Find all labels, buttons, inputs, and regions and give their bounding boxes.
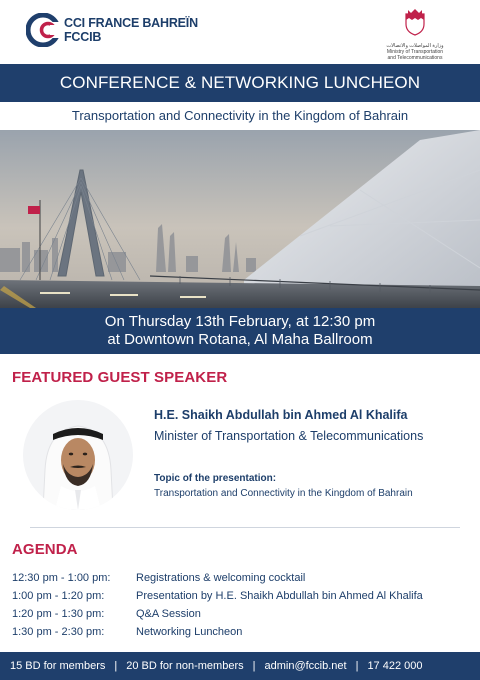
agenda-item (12, 606, 472, 624)
footer-separator: | (252, 660, 256, 672)
speaker-name: H.E. Shaikh Abdullah bin Ahmed Al Khalifa (154, 408, 408, 422)
agenda-activity: Q&A Session (136, 608, 201, 620)
org-abbr: FCCIB (64, 30, 102, 44)
contact-email[interactable]: admin@fccib.net (264, 660, 347, 672)
speaker-role: Minister of Transportation & Telecommunications (154, 429, 424, 443)
bahrain-emblem-icon (403, 8, 427, 36)
footer-separator: | (114, 660, 118, 672)
ministry-english: Ministry of Transportation and Telecommunications (386, 49, 444, 61)
org-name: CCI FRANCE BAHREÏN (64, 16, 198, 30)
agenda-activity: Networking Luncheon (136, 626, 243, 638)
agenda-section-title: AGENDA (12, 541, 78, 558)
event-when-where (0, 308, 480, 354)
agenda-time: 1:20 pm - 1:30 pm: (12, 608, 105, 620)
agenda-time: 12:30 pm - 1:00 pm: (12, 572, 111, 584)
event-date: On Thursday 13th February, at 12:30 pm (104, 313, 376, 330)
agenda-time: 1:30 pm - 2:30 pm: (12, 626, 105, 638)
agenda-list (12, 570, 472, 642)
agenda-item (12, 588, 472, 606)
agenda-time: 1:00 pm - 1:20 pm: (12, 590, 105, 602)
speaker-section-title: FEATURED GUEST SPEAKER (12, 369, 228, 386)
contact-phone[interactable]: 17 422 000 (367, 660, 423, 672)
header (0, 0, 480, 64)
nonmembers-price: 20 BD for non-members (126, 660, 244, 672)
cci-logo-icon (26, 13, 60, 47)
bridge-photo (0, 130, 480, 308)
org-logo-text (64, 16, 198, 44)
agenda-activity: Registrations & welcoming cocktail (136, 572, 306, 584)
topic-value: Transportation and Connectivity in the Kingdom of Bahrain (154, 488, 413, 499)
agenda-item (12, 570, 472, 588)
members-price: 15 BD for members (10, 660, 106, 672)
speaker-portrait (23, 400, 133, 510)
ministry-arabic: وزارة المواصلات والاتصالات (386, 43, 444, 49)
agenda-activity: Presentation by H.E. Shaikh Abdullah bin Ahmed Al Khalifa (136, 590, 423, 602)
topic-label: Topic of the presentation: (154, 473, 277, 484)
ministry-logo (384, 8, 446, 60)
event-subtitle: Transportation and Connectivity in the Kingdom of Bahrain (71, 108, 409, 123)
section-divider (30, 527, 460, 528)
footer-separator: | (355, 660, 359, 672)
event-title: CONFERENCE & NETWORKING LUNCHEON (0, 64, 480, 102)
event-venue: at Downtown Rotana, Al Maha Ballroom (107, 331, 373, 348)
agenda-item (12, 624, 472, 642)
footer (0, 652, 480, 680)
